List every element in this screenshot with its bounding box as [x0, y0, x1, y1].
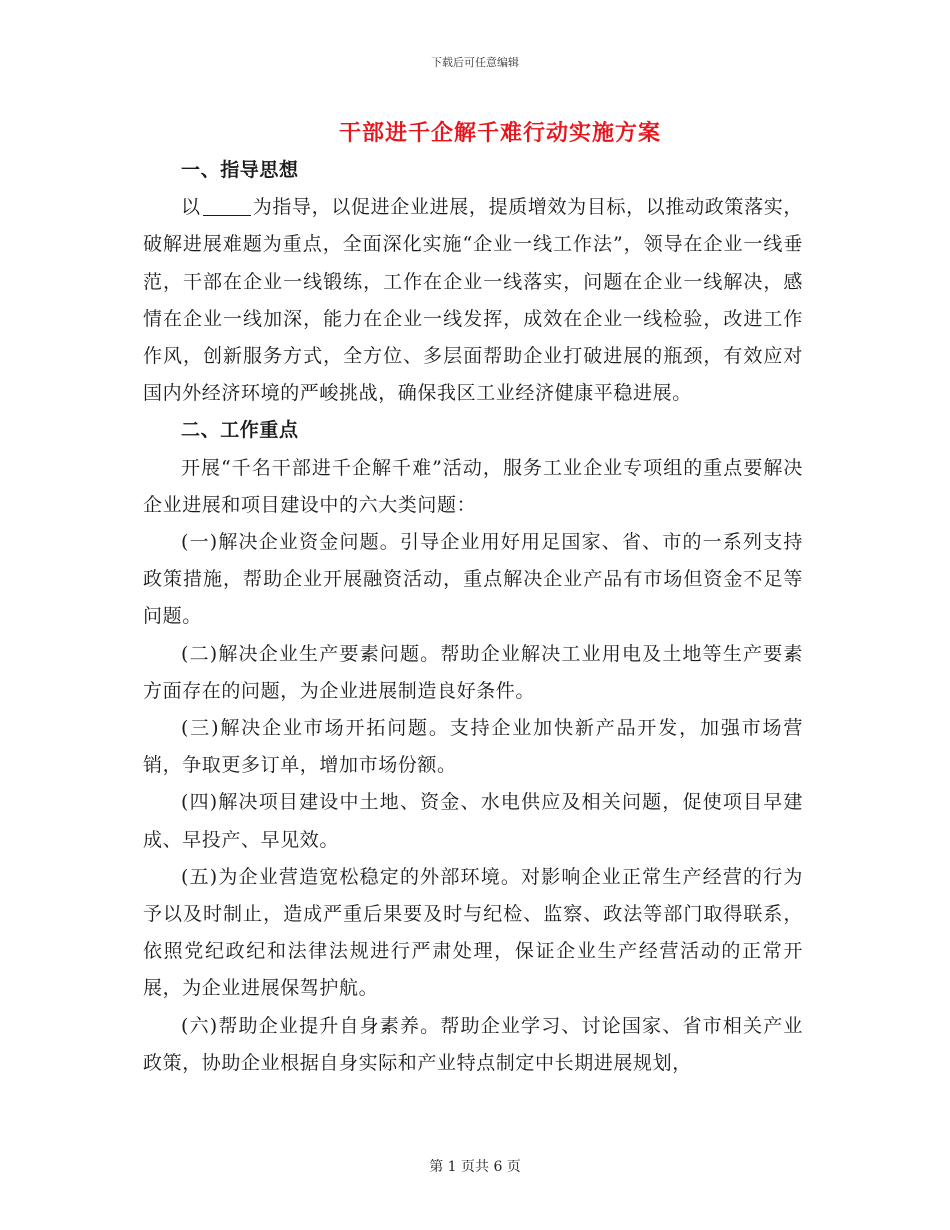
paragraph-work-focus-intro: 开展“千名干部进千企解千难”活动，服务工业企业专项组的重点要解决企业进展和项目建设中的六大类问题：: [143, 456, 803, 516]
document-body: [143, 152, 803, 1082]
list-item-self-improvement: (六)帮助企业提升自身素养。帮助企业学习、讨论国家、省市相关产业政策，协助企业根据自身实际和产业特点制定中长期进展规划，: [143, 1014, 803, 1074]
paragraph-guiding-ideology: [143, 189, 803, 412]
paragraph-text: 为指导，以促进企业进展，提质增效为目标，以推动政策落实，破解进展难题为重点，全面深化实施“企业一线工作法”，领导在企业一线垂范，干部在企业一线锻练，工作在企业一线落实，问题在企业一线解决，感情在企业一线加深，能力在企业一线发挥，成效在企业一线检验，改进工作作风，创新服务方式，全方位、多层面帮助企业打破进展的瓶颈，有效应对国内外经济环境的严峻挑战，确保我区工业经济健康平稳进展。: [143, 196, 803, 405]
header-note: 下载后可任意编辑: [431, 56, 519, 69]
section-heading-work-focus: 二、工作重点: [181, 419, 299, 442]
document-title: 干部进千企解千难行动实施方案: [338, 120, 661, 146]
section-heading-guiding-ideology: 一、指导思想: [181, 159, 299, 181]
list-item-external-environment: (五)为企业营造宽松稳定的外部环境。对影响企业正常生产经营的行为予以及时制止，造成严重后果要及时与纪检、监察、政法等部门取得联系，依照党纪政纪和法律法规进行严肃处理，保证企业生产经营活动的正常开展，为企业进展保驾护航。: [143, 865, 803, 1000]
list-item-funding: (一)解决企业资金问题。引导企业用好用足国家、省、市的一系列支持政策措施，帮助企业开展融资活动，重点解决企业产品有市场但资金不足等问题。: [143, 531, 803, 628]
list-item-production-factors: (二)解决企业生产要素问题。帮助企业解决工业用电及土地等生产要素方面存在的问题，为企业进展制造良好条件。: [143, 642, 803, 702]
blank-fill-line: [203, 196, 251, 216]
list-item-market-expansion: (三)解决企业市场开拓问题。支持企业加快新产品开发，加强市场营销，争取更多订单，增加市场份额。: [143, 717, 803, 777]
list-item-project-construction: (四)解决项目建设中土地、资金、水电供应及相关问题，促使项目早建成、早投产、早见效。: [143, 791, 803, 851]
page-footer: 第 1 页共 6 页: [429, 1159, 521, 1175]
paragraph-prefix: 以: [181, 196, 201, 219]
